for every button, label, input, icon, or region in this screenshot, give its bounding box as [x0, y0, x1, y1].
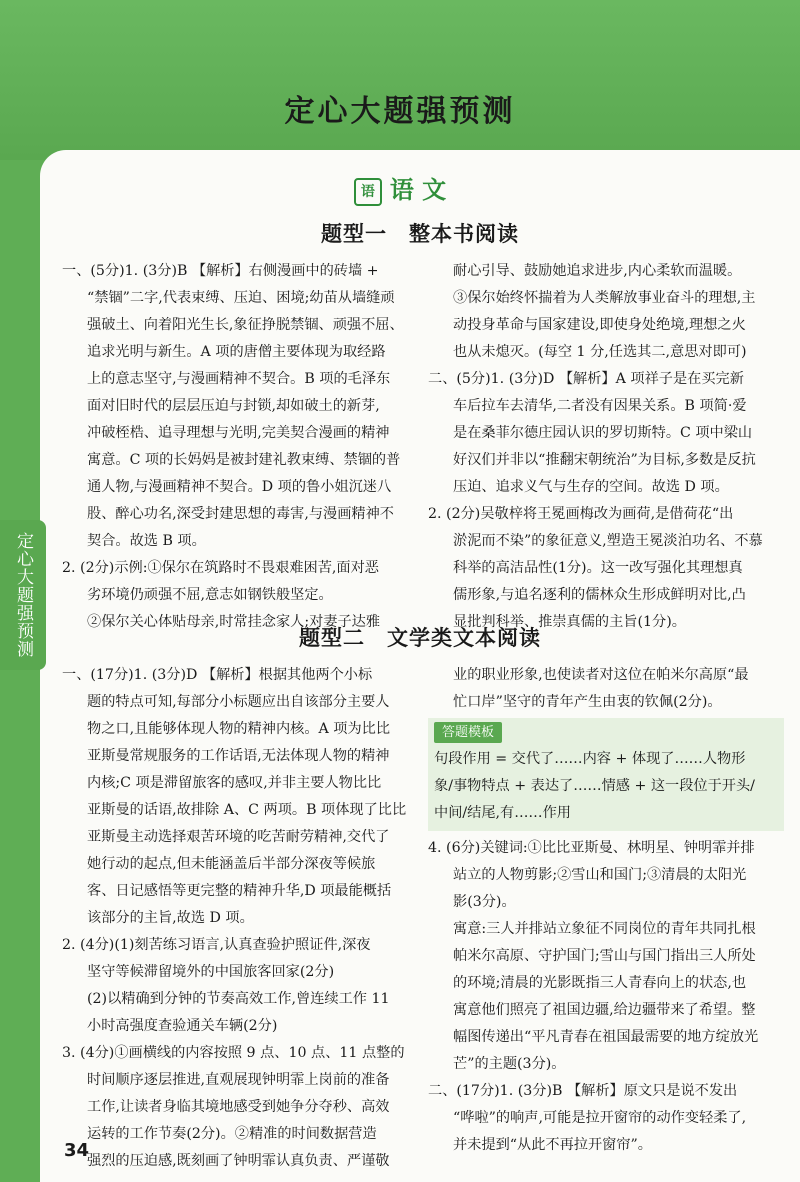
text-line: 句段作用 = 交代了……内容 + 体现了……人物形: [434, 751, 746, 767]
text-line: 该部分的主旨,故选 D 项。: [87, 910, 254, 926]
section1-left-column: [62, 258, 414, 636]
subject-book-icon: 语: [354, 178, 382, 206]
text-line: (2)以精确到分钟的节奏高效工作,曾连续工作 11: [87, 991, 390, 1007]
section1-right-column: [428, 258, 784, 636]
section-title-2: 题型二 文学类文本阅读: [299, 626, 541, 650]
page-title: 定心大题强预测: [284, 94, 516, 129]
text-line: 科举的高洁品性(1分)。这一改写强化其理想真: [453, 560, 743, 576]
text-line: 客、日记感悟等更完整的精神升华,D 项最能概括: [87, 883, 392, 899]
text-line: 时间顺序逐层推进,直观展现钟明霏上岗前的准备: [87, 1072, 390, 1088]
page-number: 34: [64, 1140, 90, 1161]
text-line: 耐心引导、鼓励她追求进步,内心柔软而温暖。: [453, 263, 742, 279]
text-line: 劣环境仍顽强不屈,意志如钢铁般坚定。: [87, 587, 333, 603]
text-line: 寓意:三人并排站立象征不同岗位的青年共同扎根: [453, 921, 756, 937]
text-line: 芒”的主题(3分)。: [453, 1056, 566, 1072]
text-line: 寓意。C 项的长妈妈是被封建礼教束缚、禁锢的普: [87, 452, 401, 468]
text-line: 坚守等候滞留境外的中国旅客回家(2分): [87, 964, 335, 980]
text-line: 二、(17分)1. (3分)B 【解析】原文只是说不发出: [428, 1083, 738, 1099]
text-line: 强破土、向着阳光生长,象征挣脱禁锢、顽强不屈、: [87, 317, 404, 333]
section2-left-column: [62, 662, 414, 1175]
text-line: 题的特点可知,每部分小标题应出自该部分主要人: [87, 694, 390, 710]
text-line: 站立的人物剪影;②雪山和国门;③清晨的太阳光: [453, 867, 747, 883]
text-line: 2. (2分)吴敬梓将王冕画梅改为画荷,是借荷花“出: [428, 506, 734, 522]
text-line: 3. (4分)①画横线的内容按照 9 点、10 点、11 点整的: [62, 1045, 405, 1061]
text-line: 契合。故选 B 项。: [87, 533, 206, 549]
subject-heading: [0, 170, 800, 206]
text-line: 强烈的压迫感,既刻画了钟明霏认真负责、严谨敬: [87, 1153, 390, 1169]
text-line: 4. (6分)关键词:①比比亚斯曼、林明星、钟明霏并排: [428, 840, 755, 856]
section2-right-column: [428, 662, 784, 1159]
text-line: 工作,让读者身临其境地感受到她争分夺秒、高效: [87, 1099, 390, 1115]
text-line: 忙口岸”坚守的青年产生由衷的钦佩(2分)。: [453, 694, 722, 710]
side-tab-label: 定心大题强预测: [0, 520, 46, 670]
text-line: 冲破桎梏、追寻理想与光明,完美契合漫画的精神: [87, 425, 390, 441]
text-line: 压迫、追求义气与生存的空间。故选 D 项。: [453, 479, 729, 495]
text-line: 内核;C 项是滞留旅客的感叹,并非主要人物比比: [87, 775, 382, 791]
text-line: 她行动的起点,但未能涵盖后半部分深夜等候旅: [87, 856, 376, 872]
text-line: 一、(5分)1. (3分)B 【解析】右侧漫画中的砖墙 +: [62, 263, 379, 279]
section-title-1: 题型一 整本书阅读: [321, 222, 519, 246]
text-line: 一、(17分)1. (3分)D 【解析】根据其他两个小标: [62, 667, 373, 683]
header-band: [0, 0, 800, 160]
text-line: 追求光明与新生。A 项的唐僧主要体现为取经路: [87, 344, 386, 360]
text-line: 淤泥而不染”的象征意义,塑造王冕淡泊功名、不慕: [453, 533, 763, 549]
text-line: 亚斯曼主动选择艰苦环境的吃苦耐劳精神,交代了: [87, 829, 390, 845]
text-line: 显批判科举、推崇真儒的主旨(1分)。: [453, 614, 686, 630]
text-line: “哗啦”的响声,可能是拉开窗帘的动作变轻柔了,: [453, 1110, 747, 1126]
text-line: 物之口,且能够体现人物的精神内核。A 项为比比: [87, 721, 391, 737]
text-line: 上的意志坚守,与漫画精神不契合。B 项的毛泽东: [87, 371, 391, 387]
text-line: 二、(5分)1. (3分)D 【解析】A 项祥子是在买完新: [428, 371, 744, 387]
text-line: 也从未熄灭。(每空 1 分,任选其二,意思对即可): [453, 344, 747, 360]
text-line: 动投身革命与国家建设,即使身处绝境,理想之火: [453, 317, 746, 333]
text-line: 好汉们并非以“推翻宋朝统治”为目标,多数是反抗: [453, 452, 756, 468]
text-line: 儒形象,与追名逐利的儒林众生形成鲜明对比,凸: [453, 587, 746, 603]
text-line: 影(3分)。: [453, 894, 516, 910]
text-line: ②保尔关心体贴母亲,时常挂念家人;对妻子达雅: [87, 614, 381, 630]
subject-name: 语 文: [389, 176, 447, 204]
text-line: ③保尔始终怀揣着为人类解放事业奋斗的理想,主: [453, 290, 756, 306]
text-line: 的环境;清晨的光影既指三人青春向上的状态,也: [453, 975, 747, 991]
text-line: 2. (2分)示例:①保尔在筑路时不畏艰难困苦,面对恶: [62, 560, 379, 576]
text-line: 运转的工作节奏(2分)。②精准的时间数据营造: [87, 1126, 377, 1142]
text-line: 小时高强度查验通关车辆(2分): [87, 1018, 278, 1034]
text-line: 通人物,与漫画精神不契合。D 项的鲁小姐沉迷八: [87, 479, 392, 495]
text-line: 面对旧时代的层层压迫与封锁,却如破土的新芽,: [87, 398, 380, 414]
text-line: “禁锢”二字,代表束缚、压迫、困境;幼苗从墙缝顽: [87, 290, 395, 306]
text-line: 2. (4分)(1)刻苦练习语言,认真查验护照证件,深夜: [62, 937, 371, 953]
text-line: 亚斯曼常规服务的工作话语,无法体现人物的精神: [87, 748, 390, 764]
text-line: 中间/结尾,有……作用: [434, 805, 571, 821]
text-line: 幅图传递出“平凡青春在祖国最需要的地方绽放光: [453, 1029, 759, 1045]
text-line: 并未提到“从此不再拉开窗帘”。: [453, 1137, 652, 1153]
text-line: 业的职业形象,也使读者对这位在帕米尔高原“最: [453, 667, 749, 683]
text-line: 亚斯曼的话语,故排除 A、C 两项。B 项体现了比比: [87, 802, 407, 818]
answer-template-label: 答题模板: [434, 722, 502, 743]
text-line: 帕米尔高原、守护国门;雪山与国门指出三人所处: [453, 948, 756, 964]
answer-template-box: [428, 718, 784, 831]
text-line: 股、醉心功名,深受封建思想的毒害,与漫画精神不: [87, 506, 394, 522]
text-line: 象/事物特点 + 表达了……情感 + 这一段位于开头/: [434, 778, 755, 794]
text-line: 是在桑菲尔德庄园认识的罗切斯特。C 项中梁山: [453, 425, 753, 441]
text-line: 寓意他们照亮了祖国边疆,给边疆带来了希望。整: [453, 1002, 756, 1018]
text-line: 车后拉车去清华,二者没有因果关系。B 项简·爱: [453, 398, 747, 414]
